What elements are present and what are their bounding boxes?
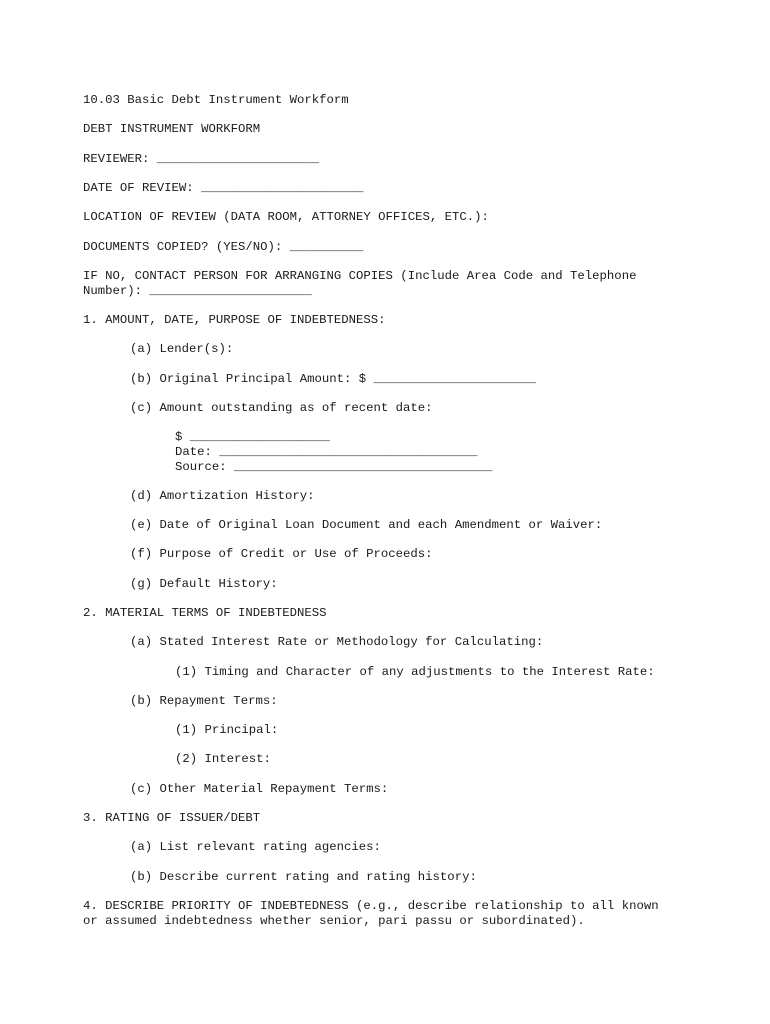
rating-agencies-field[interactable]: (a) List relevant rating agencies: <box>130 840 381 854</box>
section-2-heading: 2. MATERIAL TERMS OF INDEBTEDNESS <box>83 606 327 620</box>
form-heading: DEBT INSTRUMENT WORKFORM <box>83 122 261 136</box>
repayment-terms-label: (b) Repayment Terms: <box>130 694 278 708</box>
original-principal-amount-field[interactable]: (b) Original Principal Amount: $ ______________________ <box>130 372 536 386</box>
other-repayment-terms-field[interactable]: (c) Other Material Repayment Terms: <box>130 782 389 796</box>
stated-interest-rate-field[interactable]: (a) Stated Interest Rate or Methodology for Calculating: <box>130 635 544 649</box>
purpose-of-credit-field[interactable]: (f) Purpose of Credit or Use of Proceeds: <box>130 547 433 561</box>
document-title: 10.03 Basic Debt Instrument Workform <box>83 93 349 107</box>
documents-copied-field[interactable]: DOCUMENTS COPIED? (YES/NO): __________ <box>83 240 364 254</box>
rating-history-field[interactable]: (b) Describe current rating and rating history: <box>130 870 477 884</box>
contact-person-label: IF NO, CONTACT PERSON FOR ARRANGING COPIES (Include Area Code and Telephone <box>83 269 637 283</box>
amount-outstanding-date-field[interactable]: Date: ___________________________________ <box>175 445 478 459</box>
location-of-review-field[interactable]: LOCATION OF REVIEW (DATA ROOM, ATTORNEY OFFICES, ETC.): <box>83 210 489 224</box>
section-1-heading: 1. AMOUNT, DATE, PURPOSE OF INDEBTEDNESS: <box>83 313 386 327</box>
section-4-heading-continued: or assumed indebtedness whether senior, pari passu or subordinated). <box>83 914 585 928</box>
amortization-history-field[interactable]: (d) Amortization History: <box>130 489 315 503</box>
date-of-review-field[interactable]: DATE OF REVIEW: ______________________ <box>83 181 364 195</box>
original-loan-document-date-field[interactable]: (e) Date of Original Loan Document and each Amendment or Waiver: <box>130 518 603 532</box>
default-history-field[interactable]: (g) Default History: <box>130 577 278 591</box>
lenders-field[interactable]: (a) Lender(s): <box>130 342 234 356</box>
interest-field[interactable]: (2) Interest: <box>175 752 271 766</box>
interest-rate-adjustments-field[interactable]: (1) Timing and Character of any adjustments to the Interest Rate: <box>175 665 655 679</box>
reviewer-field[interactable]: REVIEWER: ______________________ <box>83 152 320 166</box>
section-4-heading: 4. DESCRIBE PRIORITY OF INDEBTEDNESS (e.g., describe relationship to all known <box>83 899 659 913</box>
principal-field[interactable]: (1) Principal: <box>175 723 279 737</box>
section-3-heading: 3. RATING OF ISSUER/DEBT <box>83 811 261 825</box>
amount-outstanding-source-field[interactable]: Source: ___________________________________ <box>175 460 493 474</box>
contact-person-field[interactable]: Number): ______________________ <box>83 284 312 298</box>
amount-outstanding-field[interactable]: $ ___________________ <box>175 430 330 444</box>
amount-outstanding-label: (c) Amount outstanding as of recent date: <box>130 401 433 415</box>
